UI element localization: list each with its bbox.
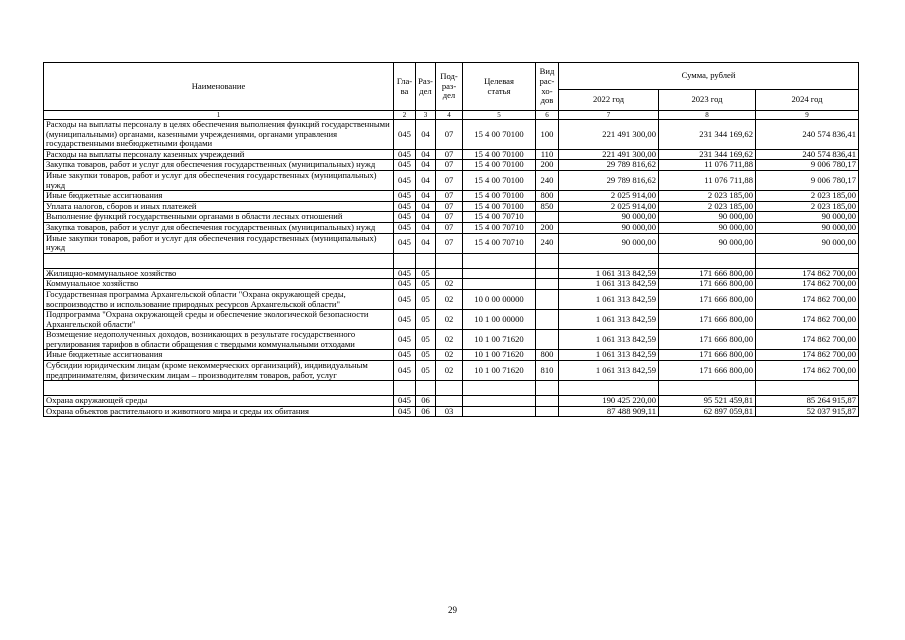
row-razdel: 05: [416, 350, 436, 361]
row-name: Охрана объектов растительного и животного мира и среды их обитания: [44, 406, 394, 417]
page-number: 29: [448, 605, 457, 615]
row-sum-2022: 1 061 313 842,59: [559, 350, 659, 361]
row-name: Государственная программа Архангельской области "Охрана окружающей среды, воспроизводство и использование природных ресурсов Архангельской области": [44, 289, 394, 309]
index-cell: 4: [436, 111, 463, 120]
header-year-2024: 2024 год: [756, 90, 859, 111]
table-header: [44, 63, 859, 120]
row-target: 15 4 00 70100: [463, 201, 536, 212]
empty-cell: [394, 381, 416, 396]
row-glava: 045: [394, 149, 416, 160]
row-name: Возмещение недополученных доходов, возникающих в результате государственного регулирования тарифов в области обращения с твердыми коммунальными отходами: [44, 330, 394, 350]
index-cell: 7: [559, 111, 659, 120]
row-sum-2023: 171 666 800,00: [659, 361, 756, 381]
row-vid: 200: [536, 160, 559, 171]
row-podrazdel: 07: [436, 201, 463, 212]
row-razdel: 04: [416, 222, 436, 233]
row-sum-2024: 90 000,00: [756, 222, 859, 233]
empty-cell: [659, 253, 756, 268]
row-sum-2023: 62 897 059,81: [659, 406, 756, 417]
row-glava: 045: [394, 310, 416, 330]
row-vid: 850: [536, 201, 559, 212]
index-cell: 5: [463, 111, 536, 120]
table-row: [44, 160, 859, 171]
row-podrazdel: 02: [436, 330, 463, 350]
header-razdel: Раз- дел: [416, 63, 436, 111]
row-sum-2023: 171 666 800,00: [659, 289, 756, 309]
row-sum-2024: 90 000,00: [756, 233, 859, 253]
row-name: Иные закупки товаров, работ и услуг для обеспечения государственных (муниципальных) нужд: [44, 170, 394, 190]
empty-cell: [659, 381, 756, 396]
row-vid: 200: [536, 222, 559, 233]
empty-cell: [756, 253, 859, 268]
empty-cell: [536, 381, 559, 396]
row-sum-2024: 174 862 700,00: [756, 361, 859, 381]
row-sum-2024: 174 862 700,00: [756, 310, 859, 330]
row-sum-2022: 2 025 914,00: [559, 201, 659, 212]
table-row: [44, 396, 859, 407]
row-sum-2024: 9 006 780,17: [756, 170, 859, 190]
row-name: Выполнение функций государственными органами в области лесных отношений: [44, 212, 394, 223]
empty-cell: [436, 253, 463, 268]
table-row: [44, 268, 859, 279]
index-cell: 6: [536, 111, 559, 120]
row-vid: 240: [536, 170, 559, 190]
row-sum-2024: 174 862 700,00: [756, 279, 859, 290]
row-sum-2022: 1 061 313 842,59: [559, 289, 659, 309]
index-cell: 1: [44, 111, 394, 120]
row-podrazdel: 02: [436, 279, 463, 290]
table-row: [44, 170, 859, 190]
empty-cell: [536, 253, 559, 268]
header-year-2022: 2022 год: [559, 90, 659, 111]
row-sum-2024: 90 000,00: [756, 212, 859, 223]
table-row: [44, 222, 859, 233]
empty-cell: [44, 253, 394, 268]
row-vid: 810: [536, 361, 559, 381]
header-target: Целевая статья: [463, 63, 536, 111]
row-glava: 045: [394, 201, 416, 212]
empty-cell: [463, 253, 536, 268]
row-sum-2022: 90 000,00: [559, 222, 659, 233]
table-row: [44, 233, 859, 253]
header-podrazdel: Под- раз- дел: [436, 63, 463, 111]
table-row: [44, 149, 859, 160]
row-glava: 045: [394, 191, 416, 202]
row-razdel: 05: [416, 268, 436, 279]
row-glava: 045: [394, 170, 416, 190]
row-target: 15 4 00 70100: [463, 149, 536, 160]
row-sum-2022: 190 425 220,00: [559, 396, 659, 407]
row-razdel: 04: [416, 233, 436, 253]
row-sum-2024: 174 862 700,00: [756, 350, 859, 361]
empty-cell: [559, 253, 659, 268]
row-vid: 110: [536, 149, 559, 160]
row-sum-2023: 171 666 800,00: [659, 350, 756, 361]
table-row: [44, 212, 859, 223]
row-target: 15 4 00 70100: [463, 160, 536, 171]
index-cell: 8: [659, 111, 756, 120]
row-vid: [536, 310, 559, 330]
budget-table: [43, 62, 859, 417]
table-row: [44, 406, 859, 417]
table-row: [44, 361, 859, 381]
row-razdel: 04: [416, 191, 436, 202]
row-glava: 045: [394, 396, 416, 407]
empty-cell: [756, 381, 859, 396]
row-podrazdel: 07: [436, 170, 463, 190]
row-podrazdel: 07: [436, 212, 463, 223]
row-sum-2024: 52 037 915,87: [756, 406, 859, 417]
row-target: 10 1 00 71620: [463, 361, 536, 381]
row-glava: 045: [394, 330, 416, 350]
row-sum-2023: 171 666 800,00: [659, 268, 756, 279]
row-podrazdel: 03: [436, 406, 463, 417]
row-razdel: 04: [416, 120, 436, 150]
index-cell: 9: [756, 111, 859, 120]
empty-cell: [416, 253, 436, 268]
row-vid: [536, 268, 559, 279]
row-target: 15 4 00 70100: [463, 191, 536, 202]
row-sum-2023: 11 076 711,88: [659, 160, 756, 171]
row-glava: 045: [394, 120, 416, 150]
row-podrazdel: 07: [436, 191, 463, 202]
row-sum-2023: 231 344 169,62: [659, 149, 756, 160]
row-vid: [536, 396, 559, 407]
header-name: Наименование: [44, 63, 394, 111]
row-name: Расходы на выплаты персоналу в целях обеспечения выполнения функций государственными (муниципальными) органами, казенными учреждениями, органами управления государственными внебюджетными фондами: [44, 120, 394, 150]
row-podrazdel: 02: [436, 361, 463, 381]
row-glava: 045: [394, 350, 416, 361]
row-target: [463, 396, 536, 407]
row-name: Иные закупки товаров, работ и услуг для обеспечения государственных (муниципальных) нужд: [44, 233, 394, 253]
row-sum-2022: 221 491 300,00: [559, 149, 659, 160]
row-sum-2024: 174 862 700,00: [756, 289, 859, 309]
index-row: [44, 111, 859, 120]
row-glava: 045: [394, 279, 416, 290]
row-vid: 800: [536, 191, 559, 202]
row-vid: 240: [536, 233, 559, 253]
row-sum-2023: 90 000,00: [659, 212, 756, 223]
empty-cell: [416, 381, 436, 396]
row-sum-2024: 9 006 780,17: [756, 160, 859, 171]
row-target: [463, 268, 536, 279]
row-name: Субсидии юридическим лицам (кроме некоммерческих организаций), индивидуальным предпринимателям, физическим лицам – производителям товаров, работ, услуг: [44, 361, 394, 381]
row-razdel: 04: [416, 201, 436, 212]
empty-cell: [559, 381, 659, 396]
row-name: Закупка товаров, работ и услуг для обеспечения государственных (муниципальных) нужд: [44, 160, 394, 171]
row-glava: 045: [394, 160, 416, 171]
row-podrazdel: 02: [436, 310, 463, 330]
row-sum-2022: 29 789 816,62: [559, 160, 659, 171]
row-razdel: 04: [416, 212, 436, 223]
row-sum-2023: 2 023 185,00: [659, 191, 756, 202]
row-target: [463, 406, 536, 417]
row-sum-2024: 2 023 185,00: [756, 191, 859, 202]
row-sum-2023: 2 023 185,00: [659, 201, 756, 212]
row-vid: [536, 330, 559, 350]
row-target: 10 0 00 00000: [463, 289, 536, 309]
row-razdel: 04: [416, 170, 436, 190]
row-glava: 045: [394, 268, 416, 279]
row-target: 10 1 00 71620: [463, 330, 536, 350]
row-sum-2022: 2 025 914,00: [559, 191, 659, 202]
row-vid: [536, 289, 559, 309]
row-vid: [536, 279, 559, 290]
empty-cell: [44, 381, 394, 396]
row-sum-2023: 11 076 711,88: [659, 170, 756, 190]
index-cell: 2: [394, 111, 416, 120]
table-row: [44, 310, 859, 330]
row-vid: 800: [536, 350, 559, 361]
table-row: [44, 289, 859, 309]
row-glava: 045: [394, 212, 416, 223]
row-glava: 045: [394, 406, 416, 417]
row-vid: [536, 212, 559, 223]
row-target: 15 4 00 70710: [463, 233, 536, 253]
row-razdel: 05: [416, 330, 436, 350]
row-name: Жилищно-коммунальное хозяйство: [44, 268, 394, 279]
table-row: [44, 279, 859, 290]
row-sum-2022: 1 061 313 842,59: [559, 279, 659, 290]
table-row: [44, 120, 859, 150]
row-vid: 100: [536, 120, 559, 150]
row-podrazdel: [436, 396, 463, 407]
row-name: Иные бюджетные ассигнования: [44, 191, 394, 202]
row-podrazdel: 02: [436, 289, 463, 309]
header-sum: Сумма, рублей: [559, 63, 859, 90]
row-sum-2023: 95 521 459,81: [659, 396, 756, 407]
row-name: Уплата налогов, сборов и иных платежей: [44, 201, 394, 212]
row-name: Охрана окружающей среды: [44, 396, 394, 407]
row-glava: 045: [394, 222, 416, 233]
table-body: [44, 120, 859, 417]
row-sum-2024: 240 574 836,41: [756, 120, 859, 150]
table-row: [44, 330, 859, 350]
row-sum-2022: 1 061 313 842,59: [559, 361, 659, 381]
row-sum-2022: 29 789 816,62: [559, 170, 659, 190]
row-glava: 045: [394, 233, 416, 253]
row-podrazdel: 02: [436, 350, 463, 361]
empty-cell: [394, 253, 416, 268]
row-sum-2024: 240 574 836,41: [756, 149, 859, 160]
row-sum-2023: 90 000,00: [659, 222, 756, 233]
row-target: 15 4 00 70710: [463, 222, 536, 233]
row-target: 15 4 00 70710: [463, 212, 536, 223]
blank-row: [44, 381, 859, 396]
row-sum-2022: 90 000,00: [559, 233, 659, 253]
row-name: Расходы на выплаты персоналу казенных учреждений: [44, 149, 394, 160]
row-sum-2023: 171 666 800,00: [659, 330, 756, 350]
row-sum-2024: 2 023 185,00: [756, 201, 859, 212]
blank-row: [44, 253, 859, 268]
row-razdel: 06: [416, 396, 436, 407]
empty-cell: [436, 381, 463, 396]
row-target: [463, 279, 536, 290]
row-name: Коммунальное хозяйство: [44, 279, 394, 290]
header-year-2023: 2023 год: [659, 90, 756, 111]
row-sum-2022: 1 061 313 842,59: [559, 330, 659, 350]
row-podrazdel: 07: [436, 120, 463, 150]
row-sum-2022: 90 000,00: [559, 212, 659, 223]
row-sum-2023: 90 000,00: [659, 233, 756, 253]
row-sum-2024: 85 264 915,87: [756, 396, 859, 407]
index-cell: 3: [416, 111, 436, 120]
row-sum-2022: 1 061 313 842,59: [559, 310, 659, 330]
row-name: Иные бюджетные ассигнования: [44, 350, 394, 361]
row-name: Закупка товаров, работ и услуг для обеспечения государственных (муниципальных) нужд: [44, 222, 394, 233]
empty-cell: [463, 381, 536, 396]
row-glava: 045: [394, 361, 416, 381]
row-razdel: 05: [416, 361, 436, 381]
row-razdel: 05: [416, 289, 436, 309]
row-razdel: 05: [416, 310, 436, 330]
row-sum-2023: 171 666 800,00: [659, 279, 756, 290]
row-target: 15 4 00 70100: [463, 120, 536, 150]
row-sum-2022: 1 061 313 842,59: [559, 268, 659, 279]
row-vid: [536, 406, 559, 417]
row-name: Подпрограмма "Охрана окружающей среды и обеспечение экологической безопасности Архангельской области": [44, 310, 394, 330]
row-podrazdel: 07: [436, 233, 463, 253]
row-podrazdel: 07: [436, 149, 463, 160]
row-glava: 045: [394, 289, 416, 309]
header-glava: Гла- ва: [394, 63, 416, 111]
header-vid: Вид рас- хо- дов: [536, 63, 559, 111]
row-razdel: 04: [416, 149, 436, 160]
row-sum-2022: 221 491 300,00: [559, 120, 659, 150]
row-sum-2022: 87 488 909,11: [559, 406, 659, 417]
row-razdel: 04: [416, 160, 436, 171]
row-podrazdel: 07: [436, 160, 463, 171]
row-target: 10 1 00 00000: [463, 310, 536, 330]
row-sum-2023: 231 344 169,62: [659, 120, 756, 150]
row-sum-2024: 174 862 700,00: [756, 330, 859, 350]
row-podrazdel: [436, 268, 463, 279]
row-razdel: 05: [416, 279, 436, 290]
row-sum-2024: 174 862 700,00: [756, 268, 859, 279]
row-razdel: 06: [416, 406, 436, 417]
table-row: [44, 350, 859, 361]
table-row: [44, 201, 859, 212]
row-target: 10 1 00 71620: [463, 350, 536, 361]
table-row: [44, 191, 859, 202]
row-sum-2023: 171 666 800,00: [659, 310, 756, 330]
row-target: 15 4 00 70100: [463, 170, 536, 190]
row-podrazdel: 07: [436, 222, 463, 233]
